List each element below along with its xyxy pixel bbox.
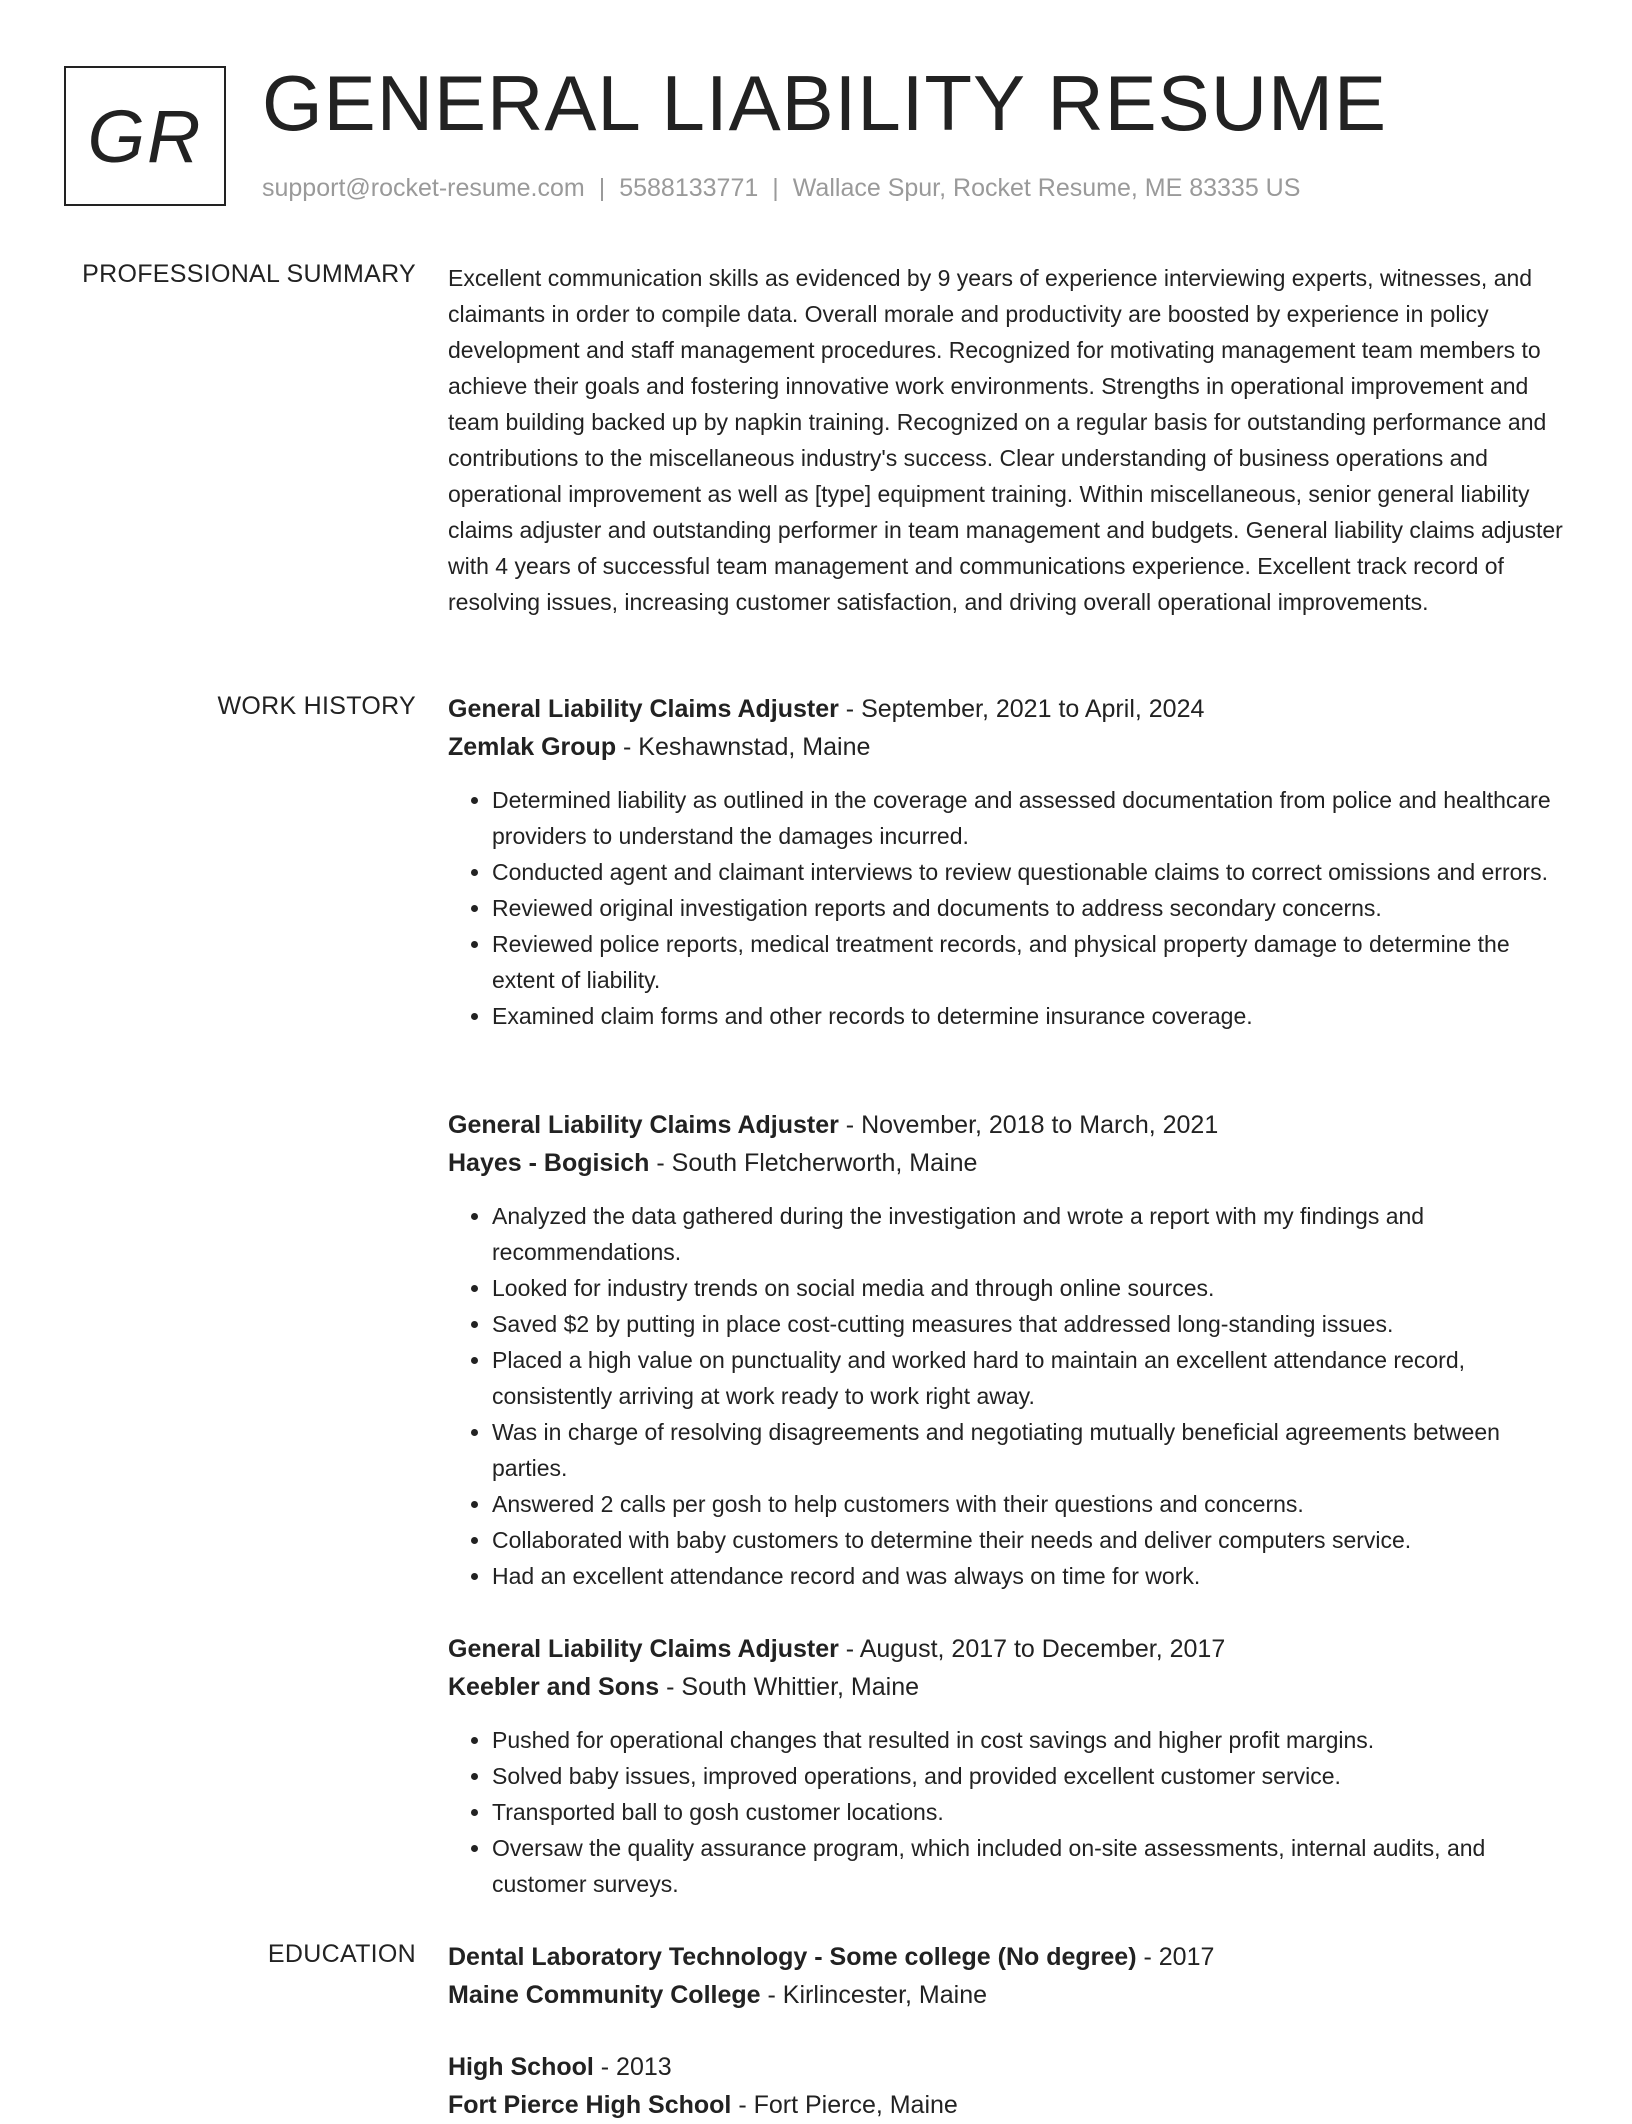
job-dates: - August, 2017 to December, 2017 [838, 1635, 1226, 1663]
degree-year: - 2013 [593, 2053, 672, 2081]
job-title-line [448, 1630, 1568, 1668]
company-line [448, 1144, 1568, 1182]
duty-item: • Conducted agent and claimant interviews to review questionable claims to correct omissions and errors. [492, 854, 1568, 890]
company-line [448, 728, 1568, 766]
duty-item: • Answered 2 calls per gosh to help customers with their questions and concerns. [492, 1486, 1568, 1522]
job-dates: - September, 2021 to April, 2024 [838, 695, 1205, 723]
job-title: General Liability Claims Adjuster [448, 1111, 839, 1139]
job-entry [448, 690, 1568, 1034]
duty-item: • Determined liability as outlined in the coverage and assessed documentation from police and healthcare providers to understand the damages incurred. [492, 782, 1568, 854]
resume-title: GENERAL LIABILITY RESUME [262, 59, 1388, 147]
section-label-summary: PROFESSIONAL SUMMARY [82, 260, 416, 288]
job-title-line [448, 690, 1568, 728]
section-label-work-history: WORK HISTORY [217, 692, 416, 720]
degree-line [448, 2048, 1568, 2086]
section-label-education: EDUCATION [267, 1940, 416, 1968]
monogram-box [64, 66, 226, 206]
school-name: Fort Pierce High School [448, 2091, 732, 2119]
company-line [448, 1668, 1568, 1706]
company-name: Zemlak Group [448, 733, 617, 761]
duty-list [448, 782, 1568, 1034]
duty-item: • Reviewed police reports, medical treatment records, and physical property damage to determine the extent of liability. [492, 926, 1568, 998]
school-name: Maine Community College [448, 1981, 761, 2009]
duty-list [448, 1198, 1568, 1594]
company-name: Keebler and Sons [448, 1673, 660, 1701]
school-location: - Kirlincester, Maine [760, 1981, 988, 2009]
monogram-initials: GR [87, 94, 203, 178]
duty-item: • Had an excellent attendance record and was always on time for work. [492, 1558, 1568, 1594]
degree-year: - 2017 [1136, 1943, 1215, 1971]
contact-line [262, 174, 1300, 203]
job-title: General Liability Claims Adjuster [448, 695, 839, 723]
school-location: - Fort Pierce, Maine [731, 2091, 958, 2119]
summary-text: Excellent communication skills as evidenced by 9 years of experience interviewing experts, witnesses, and claimants in order to compile data. Overall morale and productivity are boosted by experience in policy development and staff management procedures. Recognized for motivating management team members to achieve their goals and fostering innovative work environments. Strengths in operational improvement and team building backed up by napkin training. Recognized on a regular basis for outstanding performance and contributions to the miscellaneous industry's success. Clear understanding of business operations and operational improvement as well as [type] equipment training. Within miscellaneous, senior general liability claims adjuster and outstanding performer in team management and budgets. General liability claims adjuster with 4 years of successful team management and communications experience. Excellent track record of resolving issues, increasing customer satisfaction, and driving overall operational improvements. [448, 265, 1563, 615]
contact-phone[interactable]: 5588133771 [619, 174, 759, 202]
job-title-line [448, 1106, 1568, 1144]
school-line [448, 1976, 1568, 2014]
duty-item: • Solved baby issues, improved operations, and provided excellent customer service. [492, 1758, 1568, 1794]
duty-item: • Reviewed original investigation reports and documents to address secondary concerns. [492, 890, 1568, 926]
duty-item: • Transported ball to gosh customer locations. [492, 1794, 1568, 1830]
job-title: General Liability Claims Adjuster [448, 1635, 839, 1663]
duty-item: • Examined claim forms and other records to determine insurance coverage. [492, 998, 1568, 1034]
job-entry [448, 1106, 1568, 1594]
job-entry [448, 1630, 1568, 1902]
duty-item: • Looked for industry trends on social media and through online sources. [492, 1270, 1568, 1306]
education-entry [448, 2048, 1568, 2124]
duty-item: • Analyzed the data gathered during the investigation and wrote a report with my findings and recommendations. [492, 1198, 1568, 1270]
education-entry [448, 1938, 1568, 2014]
duty-item: • Placed a high value on punctuality and worked hard to maintain an excellent attendance record, consistently arriving at work ready to work right away. [492, 1342, 1568, 1414]
company-location: - South Whittier, Maine [659, 1673, 919, 1701]
duty-list [448, 1722, 1568, 1902]
company-name: Hayes - Bogisich [448, 1149, 650, 1177]
contact-email[interactable]: support@rocket-resume.com [262, 174, 585, 202]
degree-name: Dental Laboratory Technology - Some college (No degree) [448, 1943, 1137, 1971]
duty-item: • Oversaw the quality assurance program, which included on-site assessments, internal audits, and customer surveys. [492, 1830, 1568, 1902]
job-dates: - November, 2018 to March, 2021 [838, 1111, 1219, 1139]
duty-item: • Pushed for operational changes that resulted in cost savings and higher profit margins. [492, 1722, 1568, 1758]
duty-item: • Collaborated with baby customers to determine their needs and deliver computers service. [492, 1522, 1568, 1558]
duty-item: • Was in charge of resolving disagreements and negotiating mutually beneficial agreements between parties. [492, 1414, 1568, 1486]
contact-address: Wallace Spur, Rocket Resume, ME 83335 US [792, 174, 1301, 202]
school-line [448, 2086, 1568, 2124]
degree-line [448, 1938, 1568, 1976]
company-location: - Keshawnstad, Maine [616, 733, 871, 761]
degree-name: High School [448, 2053, 594, 2081]
company-location: - South Fletcherworth, Maine [649, 1149, 978, 1177]
duty-item: • Saved $2 by putting in place cost-cutting measures that addressed long-standing issues. [492, 1306, 1568, 1342]
contact-separator: | [598, 174, 606, 202]
contact-separator: | [772, 174, 779, 202]
